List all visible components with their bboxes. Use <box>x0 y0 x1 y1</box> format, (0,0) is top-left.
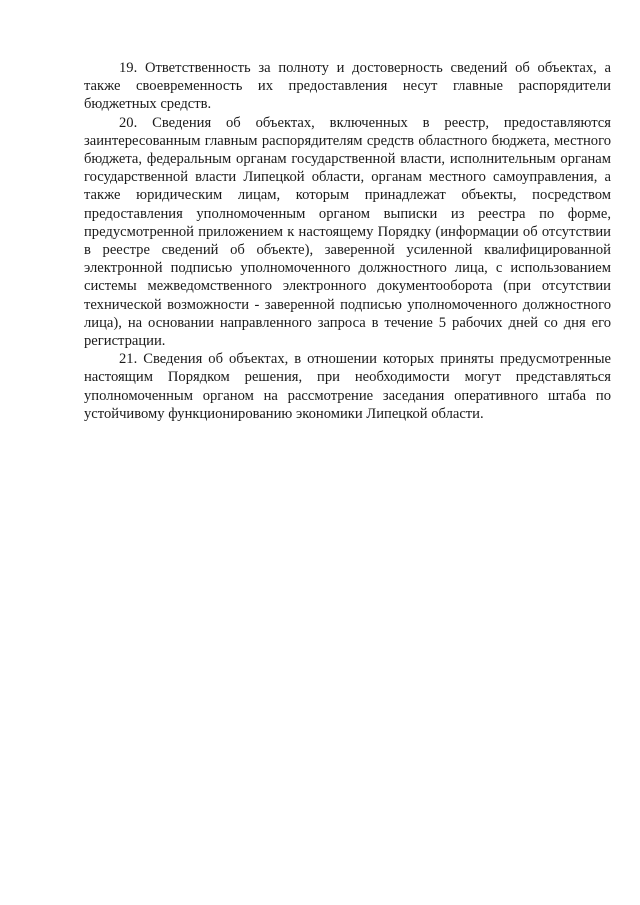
paragraph-20: 20. Сведения об объектах, включенных в реестр, предоставляются заинтересованным главным распорядителям средств областного бюджета, местного бюджета, федеральным органам государственной власти, исполнительным органам государственной власти Липецкой области, органам местного самоуправления, а также юридическим лицам, которым принадлежат объекты, посредством предоставления уполномоченным органом выписки из реестра по форме, предусмотренной приложением к настоящему Порядку (информации об отсутствии в реестре сведений об объекте), заверенной усиленной квалифицированной электронной подписью уполномоченного должностного лица, с использованием системы межведомственного электронного документооборота (при отсутствии технической возможности - заверенной подписью уполномоченного должностного лица), на основании направленного запроса в течение 5 рабочих дней со дня его регистрации. <box>84 114 611 350</box>
document-body <box>84 59 611 423</box>
paragraph-19: 19. Ответственность за полноту и достоверность сведений об объектах, а также своевременность их предоставления несут главные распорядители бюджетных средств. <box>84 60 611 113</box>
paragraph-21: 21. Сведения об объектах, в отношении которых приняты предусмотренные настоящим Порядком решения, при необходимости могут представляться уполномоченным органом на рассмотрение заседания оперативного штаба по устойчивому функционированию экономики Липецкой области. <box>84 351 611 422</box>
